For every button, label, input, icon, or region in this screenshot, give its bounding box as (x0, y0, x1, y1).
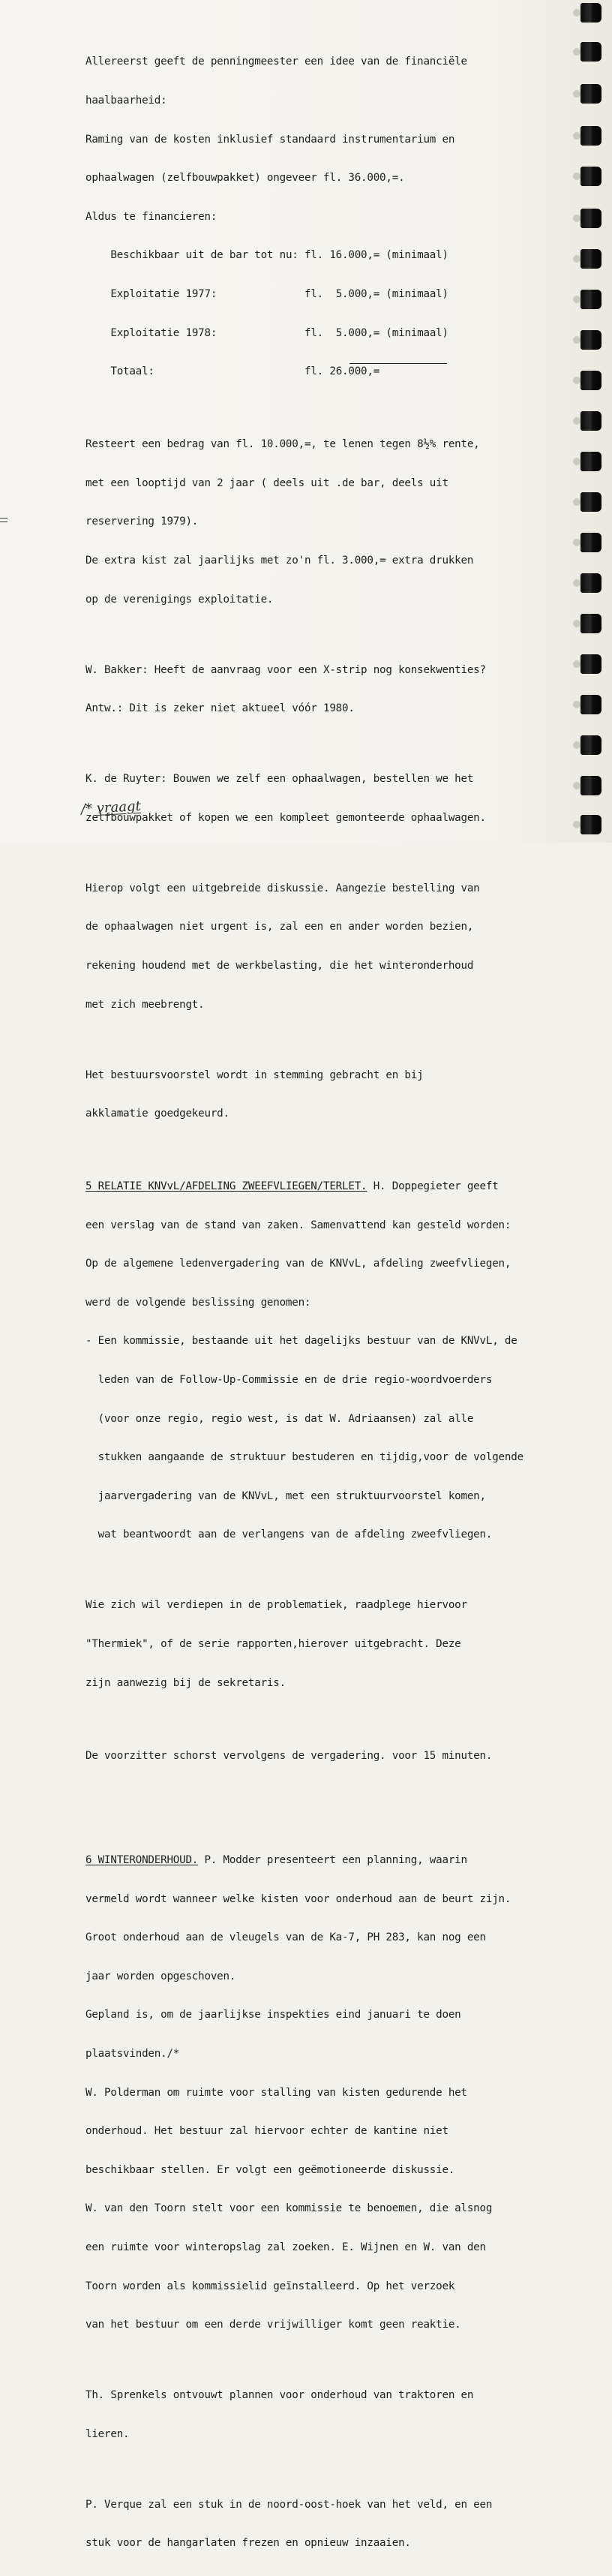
text-line: een ruimte voor winteropslag zal zoeken. E. Wijnen en W. van den (86, 2241, 486, 2253)
text-line: zijn aanwezig bij de sekretaris. (86, 1676, 286, 1689)
text-line: De voorzitter schorst vervolgens de vergadering. voor 15 minuten. (86, 1749, 493, 1762)
binding-ring (580, 249, 602, 269)
text-line: Resteert een bedrag van fl. 10.000,=, te lenen tegen 8½% rente, (86, 438, 480, 451)
list-item-line: stukken aangaande de struktuur bestuderen en tijdig,voor de volgende (86, 1451, 524, 1464)
text-line: Wie zich wil verdiepen in de problematiek, raadplege hiervoor (86, 1599, 467, 1612)
financing-label: Exploitatie 1977: (110, 287, 218, 300)
text-line: werd de volgende beslissing genomen: (86, 1296, 311, 1309)
list-item-line: leden van de Follow-Up-Commissie en de drie regio-woordvoerders (86, 1374, 493, 1387)
binding-ring (580, 492, 602, 512)
list-item: - Een kommissie, bestaande uit het dagelijks bestuur van de KNVvL, de (86, 1335, 518, 1348)
binding-ring (580, 290, 602, 309)
text-line: vermeld wordt wanneer welke kisten voor onderhoud aan de beurt zijn. (86, 1892, 512, 1905)
financing-total-row (86, 365, 544, 378)
section-6-heading: 6 WINTERONDERHOUD. (86, 1854, 199, 1867)
list-item-line: wat beantwoordt aan de verlangens van de afdeling zweefvliegen. (86, 1528, 493, 1541)
section-6-heading-line (86, 1854, 544, 1867)
text-line: K. de Ruyter: Bouwen we zelf een ophaalwagen, bestellen we het (86, 773, 474, 786)
financing-amount: fl. 5.000,= (minimaal) (304, 287, 448, 300)
financing-row (86, 327, 544, 340)
text-line: lieren. (86, 2427, 130, 2440)
binding-ring (580, 654, 602, 674)
footnote-word: vraagt (96, 798, 142, 816)
binding-ring (580, 167, 602, 186)
text-line: onderhoud. Het bestuur zal hiervoor echter de kantine niet (86, 2125, 448, 2138)
text-line: H. Doppegieter geeft (367, 1180, 499, 1193)
binding-ring (580, 330, 602, 350)
binding-ring (580, 573, 602, 593)
text-line: P. Modder presenteert een planning, waarin (198, 1854, 467, 1867)
text-line: stuk voor de hangarlaten frezen en opnieuw inzaaien. (86, 2537, 411, 2550)
text-line: haalbaarheid: (86, 95, 167, 107)
financing-row (86, 249, 544, 262)
list-item-line: jaarvergadering van de KNVvL, met een struktuurvoorstel komen, (86, 1489, 486, 1502)
binding-ring (580, 614, 602, 633)
financing-amount: fl. 16.000,= (minimaal) (304, 249, 448, 262)
text-line: beschikbaar stellen. Er volgt een geëmotioneerde diskussie. (86, 2163, 455, 2176)
text-line: akklamatie goedgekeurd. (86, 1108, 230, 1120)
binding-ring (580, 209, 602, 228)
text-line: Allereerst geeft de penningmeester een idee van de financiële (86, 56, 467, 68)
binding-ring (580, 695, 602, 714)
financing-amount: fl. 5.000,= (minimaal) (304, 326, 448, 339)
section-5-heading-line (86, 1180, 544, 1193)
financing-label: Exploitatie 1978: (110, 326, 218, 339)
binding-ring (580, 735, 602, 755)
text-line: Gepland is, om de jaarlijkse inspekties eind januari te doen (86, 2009, 461, 2021)
binding-ring (580, 776, 602, 795)
handwritten-footnote (81, 798, 142, 817)
footnote-marker: /* (80, 801, 93, 818)
text-line: W. Bakker: Heeft de aanvraag voor een X-strip nog konsekwenties? (86, 663, 486, 676)
section-5-heading: 5 RELATIE KNVvL/AFDELING ZWEEFVLIEGEN/TERLET. (86, 1180, 368, 1193)
total-rule (350, 363, 447, 364)
text-line: de ophaalwagen niet urgent is, zal een en ander worden bezien, (86, 921, 474, 933)
text-line: Aldus te financieren: (86, 210, 218, 223)
spiral-binding (567, 0, 612, 843)
text-line: Het bestuursvoorstel wordt in stemming gebracht en bij (86, 1069, 424, 1081)
financing-total-amount: fl. 26.000,= (304, 365, 380, 378)
text-line: reservering 1979). (86, 516, 199, 528)
text-line: Toorn worden als kommissielid geïnstalleerd. Op het verzoek (86, 2280, 455, 2292)
text-line: P. Verque zal een stuk in de noord-oost-hoek van het veld, en een (86, 2498, 493, 2511)
list-item-line: (voor onze regio, regio west, is dat W. Adriaansen) zal alle (86, 1412, 474, 1425)
binding-ring (580, 126, 602, 146)
text-line: rekening houdend met de werkbelasting, die het winteronderhoud (86, 959, 474, 972)
text-line: van het bestuur om een derde vrijwilliger komt geen reaktie. (86, 2319, 461, 2331)
text-line: Raming van de kosten inklusief standaard instrumentarium en (86, 133, 455, 146)
text-line: met zich meebrengt. (86, 998, 205, 1011)
text-line: De extra kist zal jaarlijks met zo'n fl. 3.000,= extra drukken (86, 554, 474, 567)
binding-ring (580, 371, 602, 390)
text-line: Op de algemene ledenvergadering van de KNVvL, afdeling zweefvliegen, (86, 1258, 512, 1270)
text-line: jaar worden opgeschoven. (86, 1970, 236, 1982)
binding-ring (580, 533, 602, 552)
binding-ring (580, 815, 602, 834)
text-line: "Thermiek", of de serie rapporten,hierover uitgebracht. Deze (86, 1638, 461, 1651)
text-line: W. Polderman om ruimte voor stalling van kisten gedurende het (86, 2086, 467, 2099)
text-line: W. van den Toorn stelt voor een kommissie te benoemen, die alsnog (86, 2202, 493, 2215)
financing-label: Beschikbaar uit de bar tot nu: (110, 249, 298, 262)
text-line: Th. Sprenkels ontvouwt plannen voor onderhoud van traktoren en (86, 2389, 474, 2402)
text-line: zelfbouwpakket of kopen we een kompleet gemonteerde ophaalwagen. (86, 811, 486, 824)
financing-row (86, 288, 544, 301)
text-line: plaatsvinden./* (86, 2048, 180, 2060)
financing-total-label: Totaal: (110, 365, 154, 378)
text-line: ophaalwagen (zelfbouwpakket) ongeveer fl. 36.000,=. (86, 172, 405, 185)
text-line: Antw.: Dit is zeker niet aktueel vóór 1980. (86, 702, 355, 715)
typed-minutes-text (86, 30, 544, 2576)
binding-ring (580, 3, 602, 23)
binding-ring (580, 452, 602, 471)
text-line: met een looptijd van 2 jaar ( deels uit .de bar, deels uit (86, 476, 448, 489)
margin-mark (0, 518, 8, 522)
binding-ring (580, 42, 602, 62)
text-line: op de verenigings exploitatie. (86, 593, 274, 606)
binding-ring (580, 411, 602, 431)
text-line: een verslag van de stand van zaken. Samenvattend kan gesteld worden: (86, 1219, 512, 1231)
binding-ring (580, 84, 602, 104)
text-line: Hierop volgt een uitgebreide diskussie. Aangezie bestelling van (86, 882, 480, 894)
text-line: Groot onderhoud aan de vleugels van de Ka-7, PH 283, kan nog een (86, 1931, 486, 1944)
